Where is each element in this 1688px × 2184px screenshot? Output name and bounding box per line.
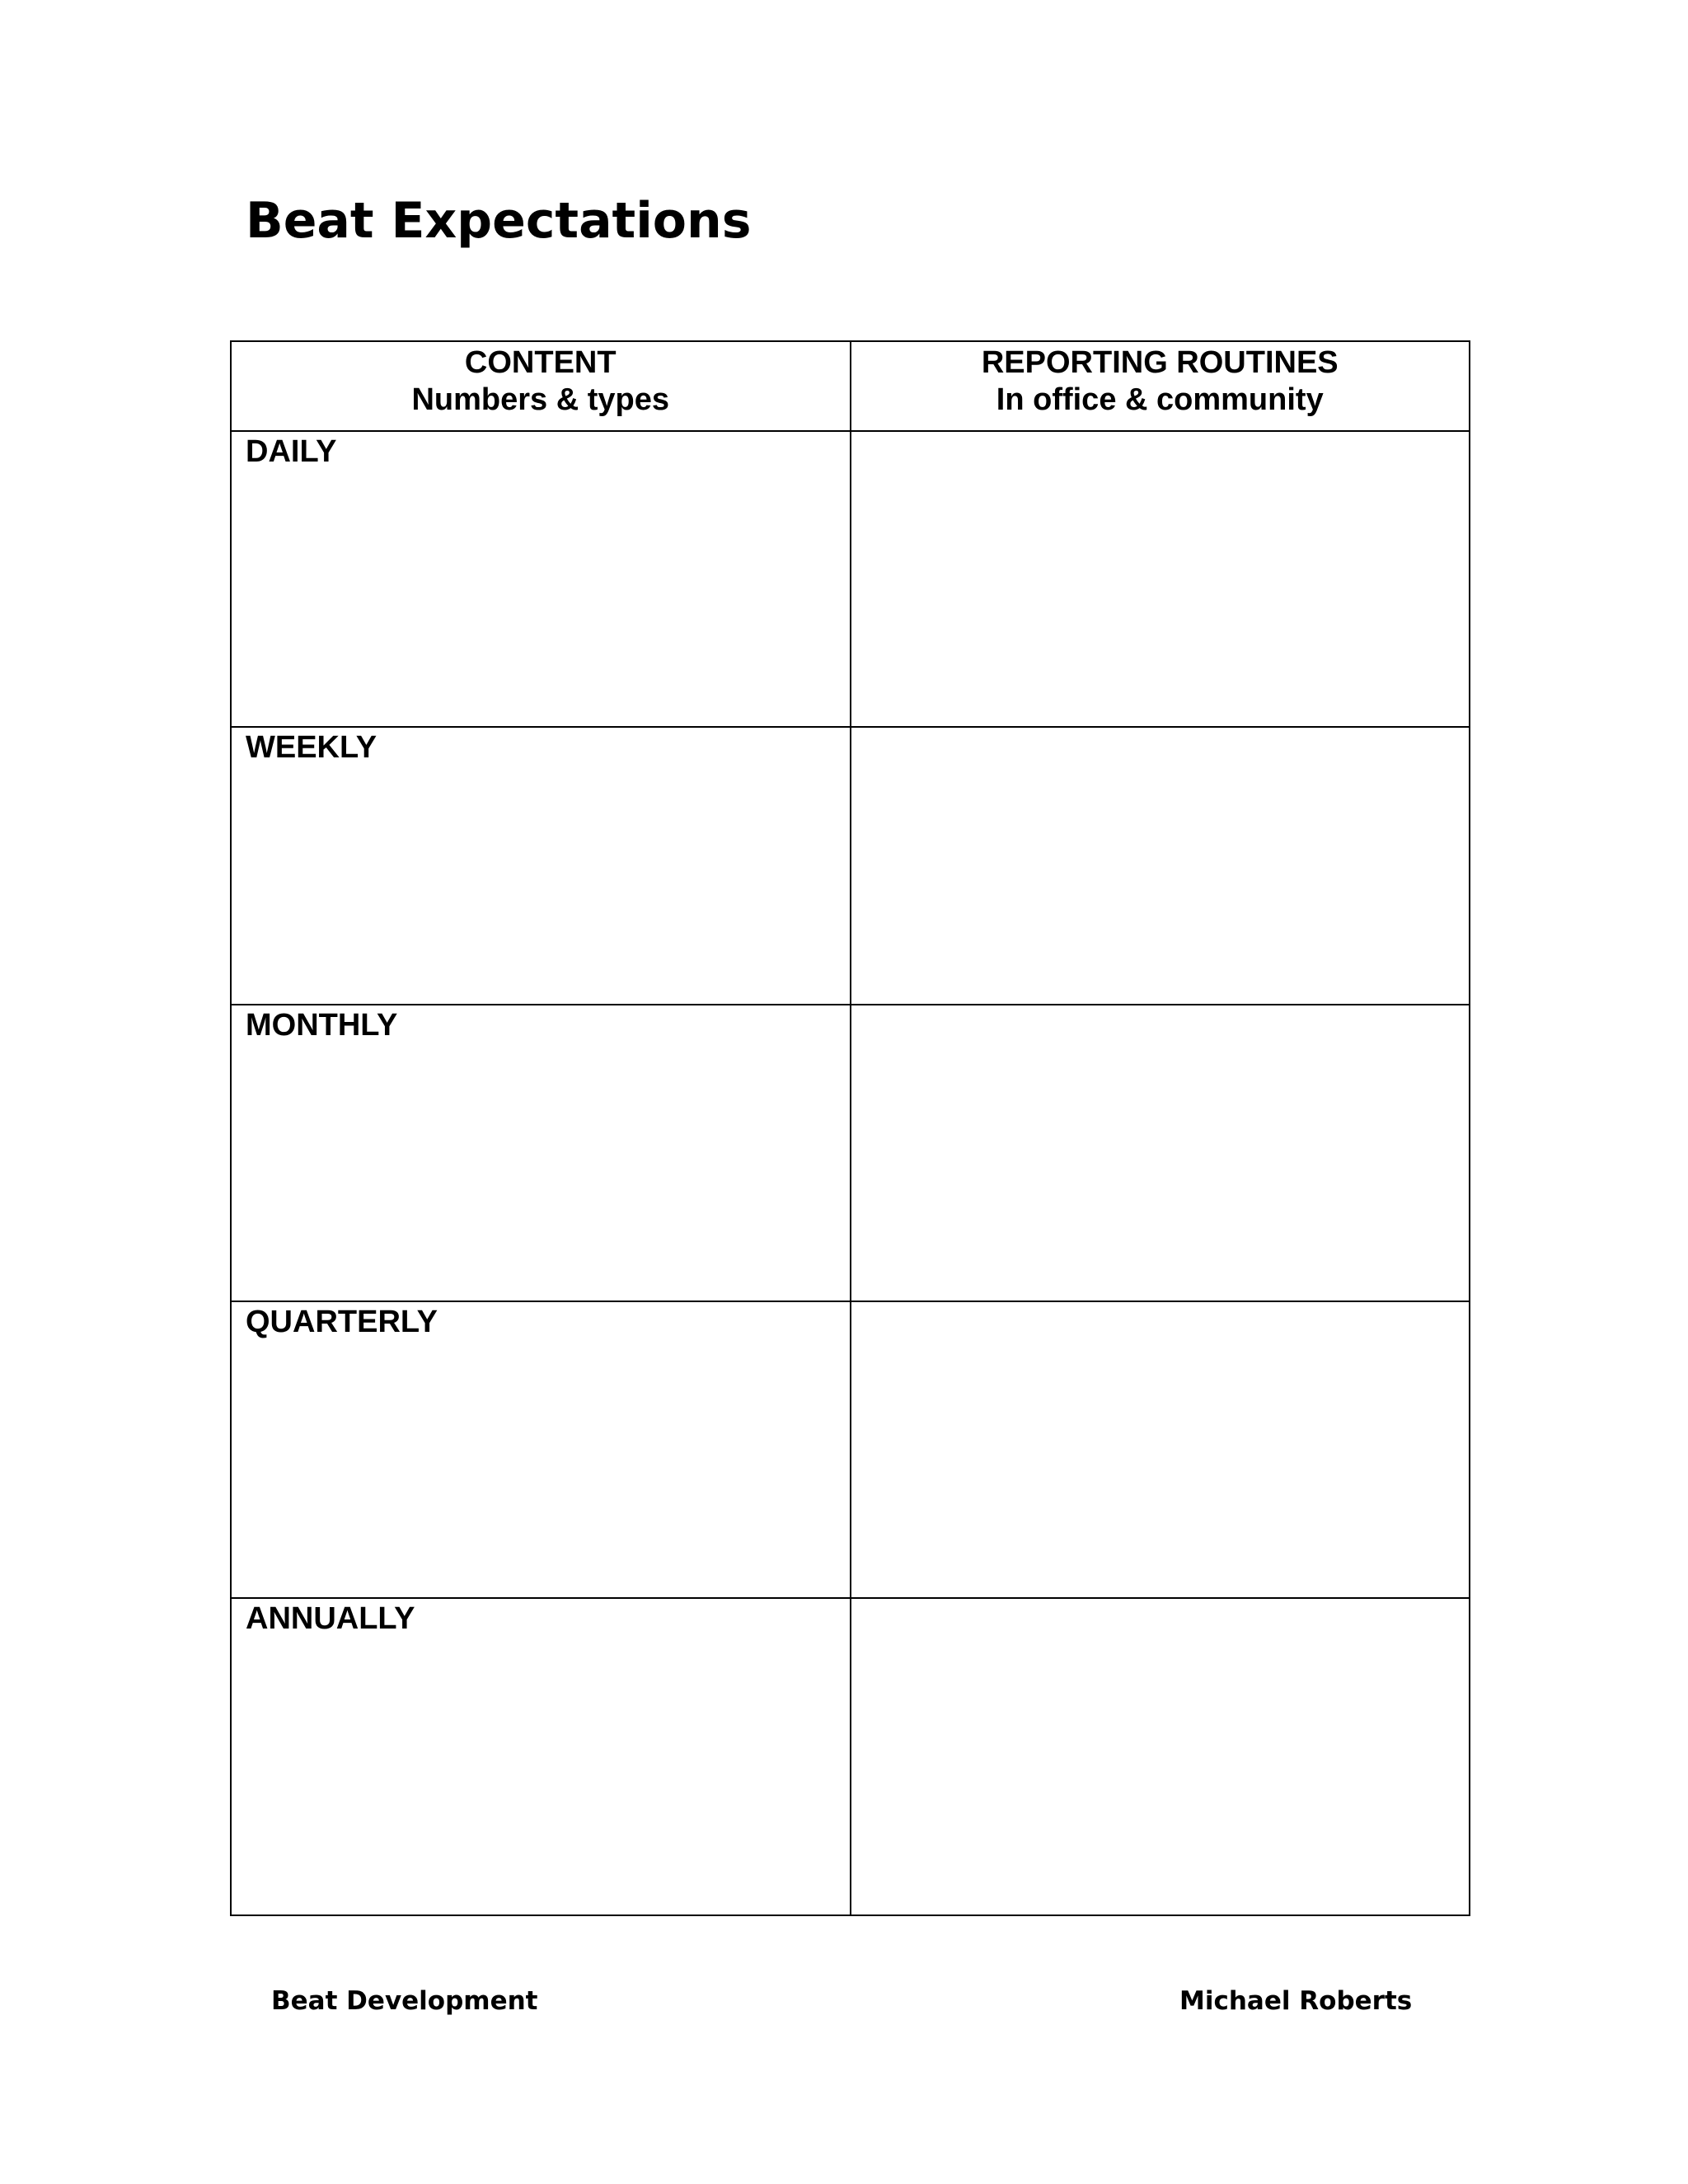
column-header-content: [231, 341, 851, 431]
row-label-daily: DAILY: [246, 434, 337, 469]
weekly-content-cell[interactable]: [231, 727, 851, 1005]
table-row-weekly: [231, 727, 1470, 1005]
monthly-content-cell[interactable]: [231, 1005, 851, 1301]
weekly-routines-cell[interactable]: [851, 727, 1470, 1005]
footer-left-text: Beat Development: [271, 1986, 538, 2016]
footer-author: Michael Roberts: [1179, 1986, 1413, 2016]
page-title: Beat Expectations: [246, 192, 752, 250]
column-header-routines-title: REPORTING ROUTINES: [981, 345, 1339, 380]
table-row-daily: [231, 431, 1470, 727]
row-label-monthly: MONTHLY: [246, 1008, 398, 1043]
beat-expectations-table: [230, 340, 1470, 1916]
column-header-content-subtitle: Numbers & types: [411, 382, 670, 417]
column-header-content-title: CONTENT: [464, 345, 617, 380]
daily-content-cell[interactable]: [231, 431, 851, 727]
table-row-monthly: [231, 1005, 1470, 1301]
row-label-annually: ANNUALLY: [246, 1601, 415, 1636]
table-row-annually: [231, 1598, 1470, 1915]
quarterly-content-cell[interactable]: [231, 1301, 851, 1598]
quarterly-routines-cell[interactable]: [851, 1301, 1470, 1598]
daily-routines-cell[interactable]: [851, 431, 1470, 727]
column-header-routines: [851, 341, 1470, 431]
row-label-quarterly: QUARTERLY: [246, 1305, 438, 1339]
annually-routines-cell[interactable]: [851, 1598, 1470, 1915]
row-label-weekly: WEEKLY: [246, 730, 377, 765]
column-header-routines-subtitle: In office & community: [996, 382, 1324, 417]
table-row-quarterly: [231, 1301, 1470, 1598]
table-header-row: [231, 341, 1470, 431]
annually-content-cell[interactable]: [231, 1598, 851, 1915]
monthly-routines-cell[interactable]: [851, 1005, 1470, 1301]
